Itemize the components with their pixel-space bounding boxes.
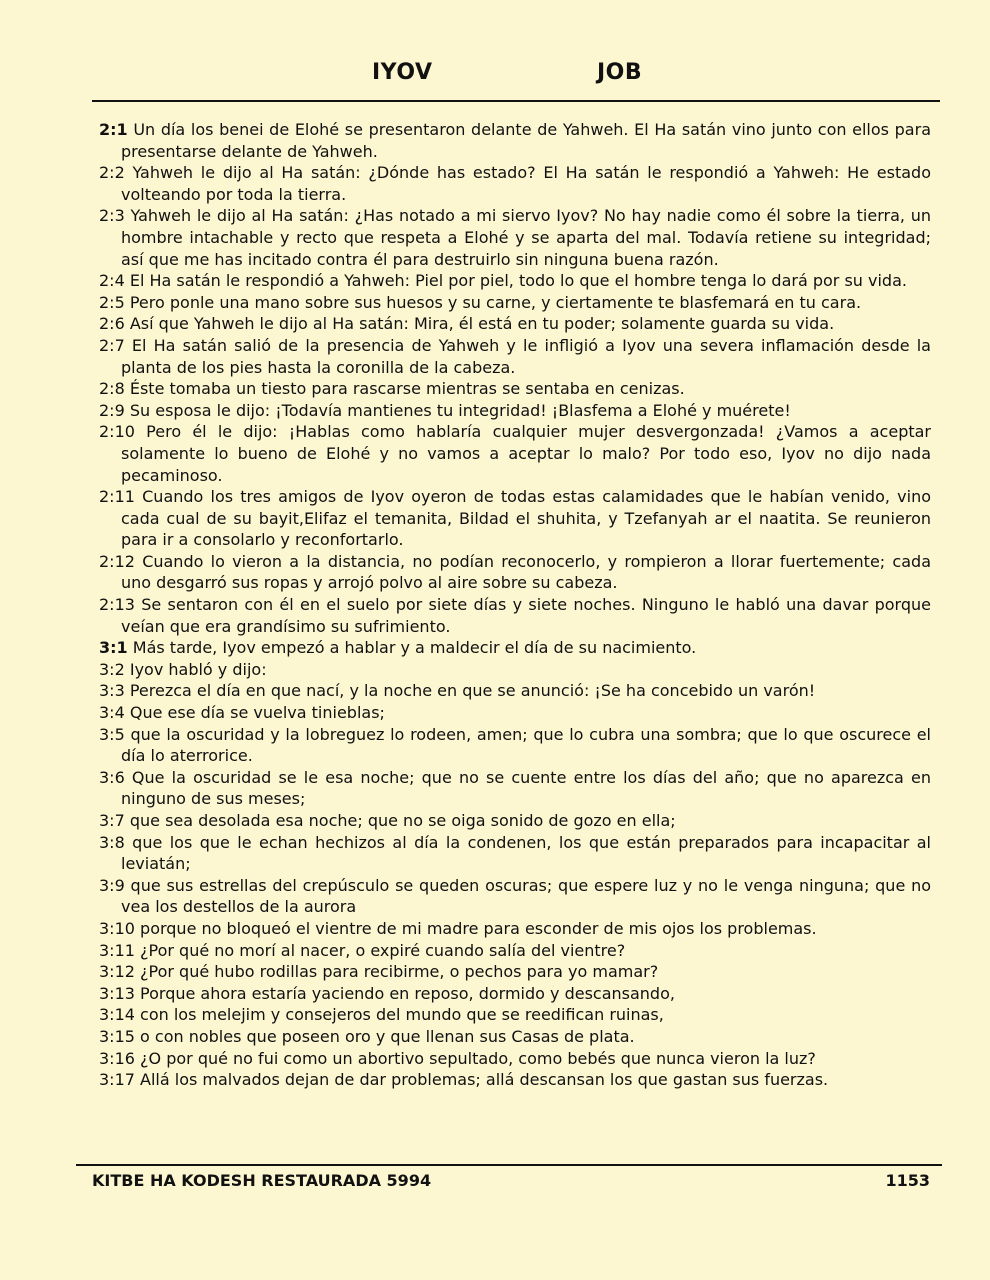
footer-page-number: 1153 xyxy=(885,1171,930,1190)
verse-number: 3:11 xyxy=(99,940,135,960)
verse-text: o con nobles que poseen oro y que llenan sus Casas de plata. xyxy=(140,1026,635,1046)
verse-text: Porque ahora estaría yaciendo en reposo, dormido y descansando, xyxy=(140,983,675,1003)
verse-number: 3:9 xyxy=(99,875,125,895)
header-title-english: JOB xyxy=(597,60,643,85)
verse-number: 2:3 xyxy=(99,206,125,226)
verse-number: 3:5 xyxy=(99,724,125,744)
header-rule xyxy=(92,100,940,102)
verse-text: con los melejim y consejeros del mundo que se reedifican ruinas, xyxy=(140,1005,664,1025)
verse-text: Su esposa le dijo: ¡Todavía mantienes tu integridad! ¡Blasfema a Elohé y muérete! xyxy=(129,400,791,420)
verse xyxy=(99,551,931,594)
verse xyxy=(99,918,931,940)
verse-text: Yahweh le dijo al Ha satán: ¿Has notado a mi siervo Iyov? No hay nadie como él sobre la tierra, un hombre intachable y recto que respeta a Elohé y se aparta del mal. Todavía retiene su integridad; así que me has incitado contra él para destruirlo sin ninguna buena razón. xyxy=(121,206,932,269)
verse-number: 3:7 xyxy=(99,811,125,830)
verse-text: que los que le echan hechizos al día la condenen, los que están preparados para incapacitar al leviatán; xyxy=(121,832,931,874)
verse-number: 3:3 xyxy=(99,681,125,701)
verse-number: 3:14 xyxy=(99,1005,135,1025)
verse-number: 3:17 xyxy=(99,1070,135,1090)
verse xyxy=(99,378,931,400)
verse-number: 2:10 xyxy=(99,422,135,442)
header-title-hebrew: IYOV xyxy=(372,60,433,85)
verse-text: Un día los benei de Elohé se presentaron delante de Yahweh. El Ha satán vino junto con ellos para presentarse delante de Yahweh. xyxy=(121,120,931,161)
verse xyxy=(99,702,931,724)
verse-text: Cuando los tres amigos de Iyov oyeron de todas estas calamidades que le habían venido, vino cada cual de su bayit,Elifaz el temanita, Bildad el shuhita, y Tzefanyah ar el naatita. Se reunieron para ir a consolarlo y reconfortarlo. xyxy=(121,487,931,550)
verse xyxy=(99,1004,931,1026)
verse xyxy=(99,637,931,659)
verse-text: ¿Por qué no morí al nacer, o expiré cuando salía del vientre? xyxy=(140,940,626,960)
verse xyxy=(99,983,931,1005)
verse xyxy=(99,832,931,875)
verse xyxy=(99,421,931,486)
verse-number: 2:7 xyxy=(99,335,125,355)
verse-text: Que ese día se vuelva tinieblas; xyxy=(129,703,385,723)
verse-text: Yahweh le dijo al Ha satán: ¿Dónde has estado? El Ha satán le respondió a Yahweh: He estado volteando por toda la tierra. xyxy=(121,163,931,204)
verse xyxy=(99,724,931,767)
verse xyxy=(99,767,931,810)
verse-text: que la oscuridad y la lobreguez lo rodeen, amen; que lo cubra una sombra; que lo que oscurece el día lo aterrorice. xyxy=(121,724,931,766)
verse-number: 3:13 xyxy=(99,983,135,1003)
verse-number: 3:10 xyxy=(99,918,135,938)
verse xyxy=(99,400,931,422)
verse-text: El Ha satán le respondió a Yahweh: Piel por piel, todo lo que el hombre tenga lo dará por su vida. xyxy=(129,271,907,291)
verse-number: 2:9 xyxy=(99,400,125,420)
verse-number: 2:5 xyxy=(99,292,125,312)
verse xyxy=(99,270,931,292)
verse-text: Pero él le dijo: ¡Hablas como hablaría cualquier mujer desvergonzada! ¿Vamos a aceptar solamente lo bueno de Elohé y no vamos a aceptar lo malo? Por todo eso, Iyov no dijo nada pecaminoso. xyxy=(121,422,932,485)
verse-text: ¿Por qué hubo rodillas para recibirme, o pechos para yo mamar? xyxy=(140,962,659,982)
verse-text: Éste tomaba un tiesto para rascarse mientras se sentaba en cenizas. xyxy=(129,379,685,399)
verse xyxy=(99,162,931,205)
footer-rule xyxy=(76,1164,942,1166)
verse-number: 2:1 xyxy=(99,120,128,139)
verse-text: Allá los malvados dejan de dar problemas; allá descansan los que gastan sus fuerzas. xyxy=(140,1070,829,1090)
verse xyxy=(99,659,931,681)
footer-book-title: KITBE HA KODESH RESTAURADA 5994 xyxy=(92,1171,432,1190)
verse-text: Cuando lo vieron a la distancia, no podían reconocerlo, y rompieron a llorar fuertemente; cada uno desgarró sus ropas y arrojó polvo al aire sobre su cabeza. xyxy=(121,551,931,593)
verse xyxy=(99,594,931,637)
verse xyxy=(99,335,931,378)
verse xyxy=(99,875,931,918)
verse-number: 3:8 xyxy=(99,832,125,852)
verse-text: que sea desolada esa noche; que no se oiga sonido de gozo en ella; xyxy=(129,811,676,830)
verse-text: Se sentaron con él en el suelo por siete días y siete noches. Ninguno le habló una davar porque veían que era grandísimo su sufrimiento. xyxy=(121,595,931,636)
verse xyxy=(99,1026,931,1048)
page-header xyxy=(0,60,990,90)
verse xyxy=(99,292,931,314)
verse-text: Perezca el día en que nací, y la noche en que se anunció: ¡Se ha concebido un varón! xyxy=(129,681,816,701)
verse-number: 2:8 xyxy=(99,379,125,399)
verse xyxy=(99,205,931,270)
verse xyxy=(99,680,931,702)
verse xyxy=(99,1069,931,1091)
verse xyxy=(99,119,931,162)
verse-text: que sus estrellas del crepúsculo se queden oscuras; que espere luz y no le venga ninguna; que no vea los destellos de la aurora xyxy=(121,875,932,917)
verse-number: 2:11 xyxy=(99,487,135,507)
verse-number: 3:2 xyxy=(99,659,125,679)
verse-text: porque no bloqueó el vientre de mi madre para esconder de mis ojos los problemas. xyxy=(140,918,817,938)
verse xyxy=(99,486,931,551)
verse-text: Que la oscuridad se le esa noche; que no se cuente entre los días del año; que no aparezca en ninguno de sus meses; xyxy=(121,767,932,809)
verse-text: Pero ponle una mano sobre sus huesos y su carne, y ciertamente te blasfemará en tu cara. xyxy=(129,292,862,312)
verse xyxy=(99,940,931,962)
verse xyxy=(99,961,931,983)
verse xyxy=(99,313,931,335)
verse-number: 2:4 xyxy=(99,271,125,291)
verse-text: Más tarde, Iyov empezó a hablar y a maldecir el día de su nacimiento. xyxy=(132,638,697,658)
verse-number: 3:6 xyxy=(99,767,125,787)
verse-number: 3:16 xyxy=(99,1048,135,1068)
verse-text: ¿O por qué no fui como un abortivo sepultado, como bebés que nunca vieron la luz? xyxy=(140,1048,816,1068)
verse-number: 3:15 xyxy=(99,1026,135,1046)
verse-number: 3:12 xyxy=(99,962,135,982)
verse xyxy=(99,1048,931,1070)
verse-number: 2:12 xyxy=(99,551,135,571)
verse-number: 3:1 xyxy=(99,638,128,658)
verse-number: 3:4 xyxy=(99,703,125,723)
verse-text: El Ha satán salió de la presencia de Yahweh y le infligió a Iyov una severa inflamación desde la planta de los pies hasta la coronilla de la cabeza. xyxy=(121,335,931,377)
verse xyxy=(99,810,931,832)
verse-text: Iyov habló y dijo: xyxy=(129,659,267,679)
verse-number: 2:6 xyxy=(99,314,125,334)
verse-list xyxy=(99,119,931,1091)
verse-number: 2:13 xyxy=(99,595,135,615)
verse-number: 2:2 xyxy=(99,163,125,183)
verse-text: Así que Yahweh le dijo al Ha satán: Mira, él está en tu poder; solamente guarda su vida. xyxy=(129,314,835,334)
